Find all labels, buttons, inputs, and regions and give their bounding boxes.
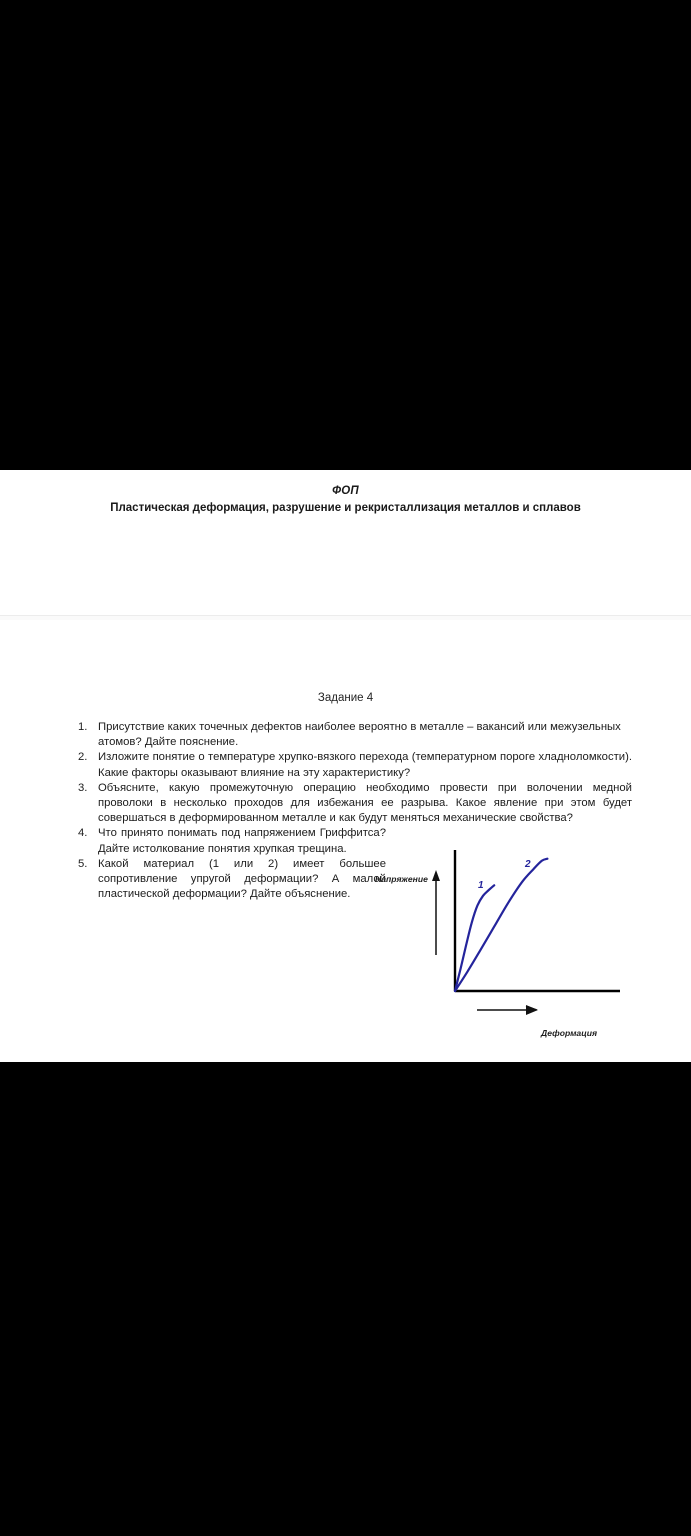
letterbox-top — [0, 0, 691, 470]
curve-label-2: 2 — [525, 859, 531, 870]
question-text: Изложите понятие о температуре хрупко-вязкого перехода (температурном пороге хладноломкости). Какие факторы оказывают влияние на эту характеристику? — [98, 751, 632, 779]
question-text: Объясните, какую промежуточную операцию необходимо провести при волочении медной проволоки в несколько проходов для избежания ее разрыва. Какое явление при этом будет совершаться в деформированном металле и как будут меняться механические свойства? — [98, 781, 632, 825]
question-number: 2. — [78, 751, 88, 764]
document-title: Пластическая деформация, разрушение и рекристаллизация металлов и сплавов — [110, 502, 581, 514]
question-text: Что принято понимать под напряжением Гриффитса? Дайте истолкование понятия хрупкая трещина. — [98, 827, 386, 855]
section-divider-shadow — [0, 616, 691, 620]
question-number: 3. — [78, 781, 88, 794]
stress-strain-svg — [370, 840, 640, 1040]
question-number: 5. — [78, 857, 88, 870]
letterbox-bottom — [0, 1062, 691, 1536]
curve-label-1: 1 — [478, 880, 484, 891]
course-code: ФОП — [332, 485, 359, 497]
document-page — [0, 470, 691, 1062]
question-item-2 — [72, 750, 632, 780]
document-header — [0, 483, 691, 516]
question-number: 1. — [78, 721, 88, 733]
question-item-1 — [72, 720, 632, 750]
curve-material-2 — [455, 859, 547, 991]
question-text: Какой материал (1 или 2) имеет большее сопротивление упругой деформации? А малой пластической деформации? Дайте объяснение. — [98, 857, 386, 901]
question-item-3 — [72, 781, 632, 827]
task-heading: Задание 4 — [317, 692, 374, 704]
x-axis-arrow-icon — [477, 1005, 538, 1015]
x-axis-label: Деформация — [541, 1028, 598, 1038]
question-text: Присутствие каких точечных дефектов наиболее вероятно в металле – вакансий или межузельных атомов? Дайте пояснение. — [98, 721, 621, 749]
question-number: 4. — [78, 827, 88, 840]
stress-strain-chart — [370, 840, 640, 1040]
y-axis-arrow-icon — [432, 870, 440, 955]
y-axis-label: Напряжение — [375, 874, 428, 884]
